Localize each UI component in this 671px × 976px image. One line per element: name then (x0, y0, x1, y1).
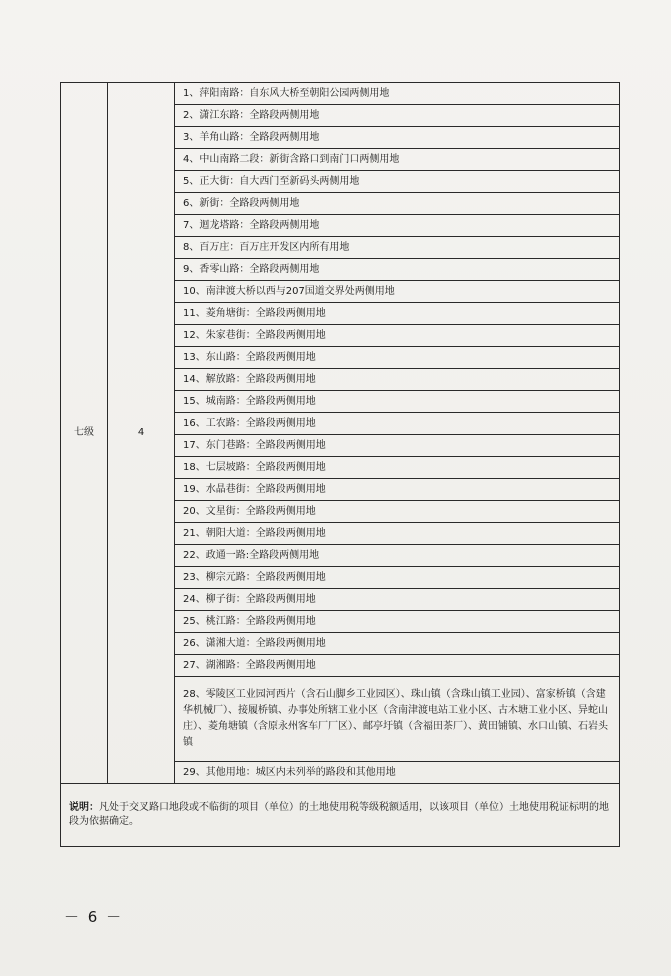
road-item: 16、工农路：全路段两侧用地 (175, 413, 620, 435)
note-text: 凡处于交叉路口地段或不临街的项目（单位）的土地使用税等级税额适用，以该项目（单位）土地使用税证标明的地段为依据确定。 (69, 802, 609, 827)
tax-amount-cell: 4 (108, 83, 175, 784)
note-row (61, 784, 620, 847)
road-item: 25、桃江路：全路段两侧用地 (175, 611, 620, 633)
road-item: 6、新街：全路段两侧用地 (175, 193, 620, 215)
note-cell (61, 784, 620, 847)
road-item: 27、湖湘路：全路段两侧用地 (175, 655, 620, 677)
road-item: 1、萍阳南路：自东风大桥至朝阳公园两侧用地 (175, 83, 620, 105)
grade-level-cell: 七级 (61, 83, 108, 784)
road-item: 8、百万庄：百万庄开发区内所有用地 (175, 237, 620, 259)
road-item: 11、菱角塘街：全路段两侧用地 (175, 303, 620, 325)
road-item: 3、羊角山路：全路段两侧用地 (175, 127, 620, 149)
road-item: 10、南津渡大桥以西与207国道交界处两侧用地 (175, 281, 620, 303)
road-item: 24、柳子街：全路段两侧用地 (175, 589, 620, 611)
road-item: 15、城南路：全路段两侧用地 (175, 391, 620, 413)
page-number: － 6 － (64, 908, 124, 926)
road-item: 5、正大街：自大西门至新码头两侧用地 (175, 171, 620, 193)
road-item: 29、其他用地：城区内未列举的路段和其他用地 (175, 762, 620, 784)
road-item: 18、七层坡路：全路段两侧用地 (175, 457, 620, 479)
table-row (61, 83, 620, 105)
road-item: 28、零陵区工业园河西片（含石山脚乡工业园区）、珠山镇（含珠山镇工业园）、富家桥镇（含建华机械厂）、接履桥镇、办事处所辖工业小区（含南津渡电站工业小区、古木塘工业小区、异蛇山庄）、菱角塘镇（含原永州客车厂厂区）、邮亭圩镇（含福田茶厂）、黄田铺镇、水口山镇、石岩头镇 (175, 677, 620, 762)
road-item: 2、潇江东路：全路段两侧用地 (175, 105, 620, 127)
road-item: 13、东山路：全路段两侧用地 (175, 347, 620, 369)
road-item: 22、政通一路:全路段两侧用地 (175, 545, 620, 567)
road-item: 21、朝阳大道：全路段两侧用地 (175, 523, 620, 545)
road-item: 9、香零山路：全路段两侧用地 (175, 259, 620, 281)
road-item: 23、柳宗元路：全路段两侧用地 (175, 567, 620, 589)
road-item: 14、解放路：全路段两侧用地 (175, 369, 620, 391)
land-grade-table (60, 82, 620, 847)
road-item: 4、中山南路二段：新街含路口到南门口两侧用地 (175, 149, 620, 171)
note-label: 说明： (69, 802, 99, 813)
road-item: 19、水晶巷街：全路段两侧用地 (175, 479, 620, 501)
road-item: 12、朱家巷街：全路段两侧用地 (175, 325, 620, 347)
road-item: 17、东门巷路：全路段两侧用地 (175, 435, 620, 457)
road-item: 26、潇湘大道：全路段两侧用地 (175, 633, 620, 655)
road-item: 20、文星街：全路段两侧用地 (175, 501, 620, 523)
road-item: 7、迴龙塔路：全路段两侧用地 (175, 215, 620, 237)
